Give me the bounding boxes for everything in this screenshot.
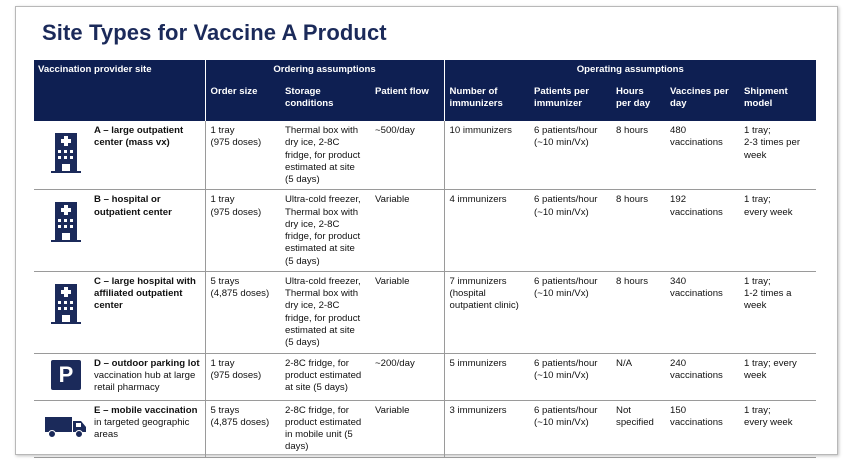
table-row — [34, 190, 816, 272]
hospital-building-icon — [40, 125, 92, 171]
shipment-cell: 1 tray; every week — [739, 400, 816, 457]
ordering-group-header: Ordering assumptions — [205, 60, 444, 82]
site-column-header: Vaccination provider site — [34, 60, 205, 121]
vaccines-cell: 150 vaccinations — [665, 400, 739, 457]
site-name-rest: in targeted geographic areas — [94, 416, 190, 441]
shipment-cell: 1 tray; 1-2 times a week — [739, 271, 816, 353]
patient-flow-cell: ~200/day — [370, 353, 444, 400]
patients-per-cell: 6 patients/hour (~10 min/Vx) — [529, 271, 611, 353]
storage-cell: 2-8C fridge, for product estimated at site (5 days) — [280, 353, 370, 400]
vaccines-cell: 192 vaccinations — [665, 190, 739, 272]
order-size-cell: 5 trays (4,875 doses) — [205, 271, 280, 353]
col-hours: Hours per day — [611, 82, 665, 121]
col-shipment: Shipment model — [739, 82, 816, 121]
site-cell — [34, 353, 205, 400]
site-name: A – large outpatient center (mass vx) — [94, 125, 184, 149]
hours-cell: 8 hours — [611, 271, 665, 353]
table-row — [34, 400, 816, 457]
operating-group-header: Operating assumptions — [444, 60, 816, 82]
immunizers-cell: 4 immunizers — [444, 190, 529, 272]
table-row — [34, 353, 816, 400]
site-cell — [34, 121, 205, 190]
col-patient-flow: Patient flow — [370, 82, 444, 121]
immunizers-cell: 10 immunizers — [444, 121, 529, 190]
patient-flow-cell: Variable — [370, 400, 444, 457]
immunizers-cell: 3 immunizers — [444, 400, 529, 457]
patients-per-cell: 6 patients/hour (~10 min/Vx) — [529, 353, 611, 400]
order-size-cell: 1 tray (975 doses) — [205, 353, 280, 400]
order-size-cell: 5 trays (4,875 doses) — [205, 400, 280, 457]
site-name-bold: E – mobile vaccination — [94, 404, 198, 416]
hospital-building-icon — [40, 276, 92, 322]
site-name: B – hospital or outpatient center — [94, 194, 172, 218]
patients-per-cell: 6 patients/hour (~10 min/Vx) — [529, 400, 611, 457]
order-size-cell: 1 tray (975 doses) — [205, 121, 280, 190]
table-row — [34, 121, 816, 190]
hours-cell: Not specified — [611, 400, 665, 457]
storage-cell: Ultra-cold freezer, Thermal box with dry ice, 2-8C fridge, for product estimated at site (5 days) — [280, 190, 370, 272]
immunizers-cell: 7 immunizers (hospital outpatient clinic) — [444, 271, 529, 353]
patients-per-cell: 6 patients/hour (~10 min/Vx) — [529, 190, 611, 272]
hours-cell: 8 hours — [611, 190, 665, 272]
parking-icon: P — [40, 358, 92, 390]
site-cell — [34, 271, 205, 353]
shipment-cell: 1 tray; 2-3 times per week — [739, 121, 816, 190]
vaccines-cell: 240 vaccinations — [665, 353, 739, 400]
site-name: C – large hospital with affiliated outpatient center — [94, 275, 196, 312]
patient-flow-cell: ~500/day — [370, 121, 444, 190]
patient-flow-cell: Variable — [370, 190, 444, 272]
patient-flow-cell: Variable — [370, 271, 444, 353]
col-storage: Storage conditions — [280, 82, 370, 121]
hospital-building-icon — [40, 194, 92, 240]
hours-cell: 8 hours — [611, 121, 665, 190]
vaccines-cell: 480 vaccinations — [665, 121, 739, 190]
immunizers-cell: 5 immunizers — [444, 353, 529, 400]
site-name-rest: vaccination hub at large retail pharmacy — [94, 369, 196, 394]
hours-cell: N/A — [611, 353, 665, 400]
col-vaccines: Vaccines per day — [665, 82, 739, 121]
storage-cell: Ultra-cold freezer, Thermal box with dry ice, 2-8C fridge, for product estimated at site (5 days) — [280, 271, 370, 353]
site-name-bold: D – outdoor parking lot — [94, 357, 200, 369]
storage-cell: 2-8C fridge, for product estimated in mobile unit (5 days) — [280, 400, 370, 457]
truck-icon — [40, 405, 92, 439]
storage-cell: Thermal box with dry ice, 2-8C fridge, for product estimated at site (5 days) — [280, 121, 370, 190]
vaccines-cell: 340 vaccinations — [665, 271, 739, 353]
site-types-table — [34, 60, 816, 458]
patients-per-cell: 6 patients/hour (~10 min/Vx) — [529, 121, 611, 190]
site-cell — [34, 400, 205, 457]
shipment-cell: 1 tray; every week — [739, 190, 816, 272]
order-size-cell: 1 tray (975 doses) — [205, 190, 280, 272]
group-header-row — [34, 60, 816, 82]
table-row — [34, 271, 816, 353]
col-order-size: Order size — [205, 82, 280, 121]
shipment-cell: 1 tray; every week — [739, 353, 816, 400]
col-patients-per: Patients per immunizer — [529, 82, 611, 121]
page-title: Site Types for Vaccine A Product — [42, 20, 387, 45]
col-immunizers: Number of immunizers — [444, 82, 529, 121]
site-cell — [34, 190, 205, 272]
